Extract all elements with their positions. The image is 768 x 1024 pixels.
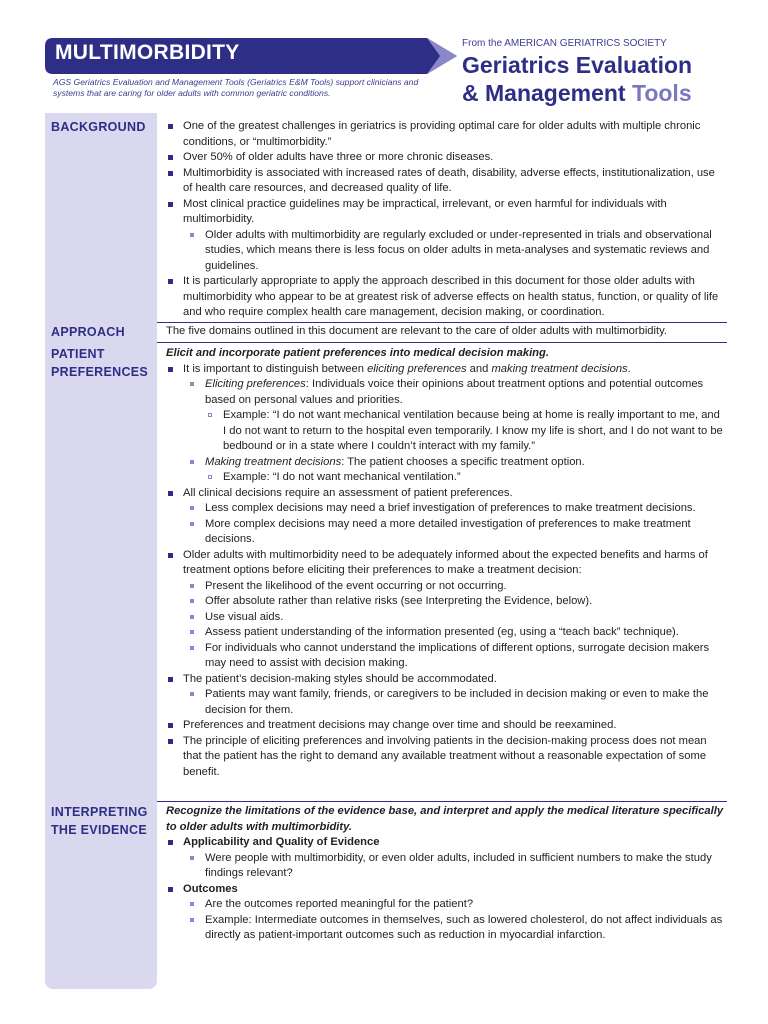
section-divider: [157, 801, 727, 802]
list-item: Over 50% of older adults have three or more chronic diseases.: [166, 150, 726, 166]
text-run: eliciting preferences: [367, 362, 467, 375]
text-run: It is important to distinguish between: [183, 362, 368, 375]
section-label-approach: APPROACH: [51, 325, 125, 339]
patient-preferences-content: [166, 346, 726, 780]
list-item: Use visual aids.: [166, 610, 726, 626]
list-item: One of the greatest challenges in geriatrics is providing optimal care for older adults with multiple chronic conditions, or “multimorbidity.”: [166, 119, 726, 150]
list-item: [166, 362, 726, 378]
list-item: Multimorbidity is associated with increased rates of death, disability, adverse effects, institutionalization, use of health care resources, and decreased quality of life.: [166, 166, 726, 197]
list-item: Most clinical practice guidelines may be impractical, irrelevant, or even harmful for individuals with multimorbidity.: [166, 197, 726, 228]
list-item: [166, 377, 726, 408]
label-line: THE EVIDENCE: [51, 823, 147, 837]
list-item: Older adults with multimorbidity need to be adequately informed about the expected benefits and harms of treatment options before eliciting their preferences to make a treatment decision:: [166, 548, 726, 579]
title-banner: [45, 38, 460, 74]
list-item: Patients may want family, friends, or caregivers to be included in decision making or even to make the decision for them.: [166, 687, 726, 718]
brand-management: & Management: [462, 80, 626, 106]
list-item: Older adults with multimorbidity are regularly excluded or under-represented in trials and observational studies, which means there is less focus on older adults in meta-analyses and systematic reviews and guidelines.: [166, 228, 726, 275]
text-run: Eliciting preferences: [205, 378, 306, 390]
label-line: PREFERENCES: [51, 365, 149, 379]
section-divider: [157, 322, 727, 323]
section-divider: [157, 342, 727, 343]
list-item: Example: “I do not want mechanical ventilation.”: [166, 470, 726, 486]
list-item: The patient’s decision-making styles should be accommodated.: [166, 672, 726, 688]
list-item: Preferences and treatment decisions may change over time and should be reexamined.: [166, 718, 726, 734]
list-item: More complex decisions may need a more detailed investigation of preferences to make treatment decisions.: [166, 517, 726, 548]
label-line: INTERPRETING: [51, 805, 148, 819]
list-item: Were people with multimorbidity, or even older adults, included in sufficient numbers to make the study findings relevant?: [166, 851, 726, 882]
section-label-background: BACKGROUND: [51, 120, 146, 134]
section-label-patient-preferences: [51, 345, 148, 381]
list-item: [166, 455, 726, 471]
background-content: [166, 119, 726, 321]
section-lead: Elicit and incorporate patient preferences into medical decision making.: [166, 347, 549, 359]
list-heading: Applicability and Quality of Evidence: [166, 835, 726, 851]
label-line: PATIENT: [51, 347, 105, 361]
brand-title-line2: [462, 80, 692, 107]
intro-text: AGS Geriatrics Evaluation and Management Tools (Geriatrics E&M Tools) support clinicians and systems that are caring for older adults with common geriatric conditions.: [53, 77, 419, 98]
text-run: : The patient chooses a specific treatment option.: [341, 455, 585, 468]
list-item: All clinical decisions require an assessment of patient preferences.: [166, 486, 726, 502]
brand-tools: Tools: [631, 80, 692, 106]
list-item: Example: Intermediate outcomes in themselves, such as lowered cholesterol, do not affect individuals as directly as patient-important outcomes such as reduction in myocardial infarction.: [166, 913, 726, 944]
list-heading: Outcomes: [166, 882, 726, 898]
list-item: Example: “I do not want mechanical ventilation because being at home is really important to me, and I do not want to return to the hospital even temporarily. I know my life is short, and I do not want to be bedbound or in a state where I couldn’t interact with my family.”: [166, 408, 726, 455]
section-sidebar: [45, 113, 157, 989]
text-run: : Individuals voice their opinions about treatment options and potential outcomes based on personal values and priorities.: [205, 378, 704, 406]
list-item: The principle of eliciting preferences and involving patients in the decision-making process does not mean that the patient has the right to demand any available treatment without a reasonable expectation of some benefit.: [166, 734, 726, 781]
text-run: and: [466, 362, 492, 375]
list-item: It is particularly appropriate to apply the approach described in this document for those older adults with multimorbidity who appear to be at greatest risk of adverse effects on health status, function, or quality of life and who require complex health care management, decision making, or coordination.: [166, 274, 726, 321]
publisher-line: From the AMERICAN GERIATRICS SOCIETY: [462, 38, 667, 49]
list-item: Are the outcomes reported meaningful for the patient?: [166, 897, 726, 913]
text-run: .: [627, 362, 631, 375]
page-title: MULTIMORBIDITY: [55, 41, 240, 64]
section-label-interpreting-the-evidence: [51, 803, 148, 839]
list-item: Offer absolute rather than relative risks (see Interpreting the Evidence, below).: [166, 594, 726, 610]
interpreting-content: [166, 804, 726, 944]
list-item: Less complex decisions may need a brief investigation of preferences to make treatment decisions.: [166, 501, 726, 517]
section-lead: Recognize the limitations of the evidence base, and interpret and apply the medical literature specifically to older adults with multimorbidity.: [166, 805, 724, 833]
list-item: Present the likelihood of the event occurring or not occurring.: [166, 579, 726, 595]
brand-title-line1: Geriatrics Evaluation: [462, 52, 693, 78]
list-item: For individuals who cannot understand the implications of different options, surrogate decision makers may need to assist with decision making.: [166, 641, 726, 672]
text-run: making treatment decisions: [491, 362, 628, 375]
list-item: Assess patient understanding of the information presented (eg, using a “teach back” technique).: [166, 625, 726, 641]
text-run: Making treatment decisions: [205, 455, 342, 468]
approach-text: The five domains outlined in this document are relevant to the care of older adults with multimorbidity.: [166, 325, 667, 337]
